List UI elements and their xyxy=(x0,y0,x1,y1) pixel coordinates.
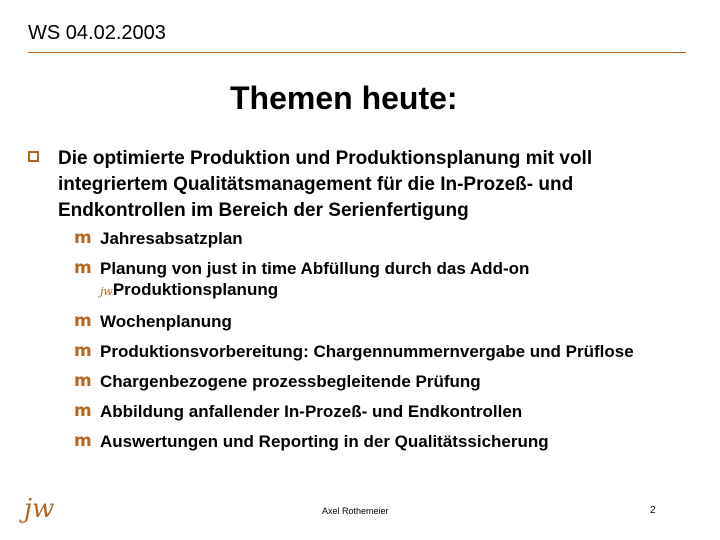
header-divider xyxy=(28,52,686,53)
bullet-icon: m xyxy=(74,431,92,451)
page-number: 2 xyxy=(650,505,656,516)
list-item-text: Planung von just in time Abfüllung durch das Add-on xyxy=(100,259,530,278)
list-item-text-continued: Produktionsplanung xyxy=(112,280,279,299)
list-item-text: Produktionsvorbereitung: Chargennummernvergabe und Prüflose xyxy=(100,342,634,361)
list-item xyxy=(74,431,694,452)
jw-logo: jw xyxy=(24,494,55,524)
list-item xyxy=(74,258,694,302)
header-date: WS 04.02.2003 xyxy=(28,22,166,44)
bullet-icon: m xyxy=(74,311,92,331)
jw-logo-inline: jw xyxy=(100,285,113,298)
list-item xyxy=(74,371,694,392)
bullet-icon: m xyxy=(74,228,92,248)
sub-bullet-list xyxy=(74,228,694,461)
bullet-icon: m xyxy=(74,401,92,421)
bullet-icon: m xyxy=(74,371,92,391)
list-item-text: Wochenplanung xyxy=(100,312,232,331)
list-item-text: Auswertungen und Reporting in der Qualitätssicherung xyxy=(100,432,549,451)
square-bullet-icon xyxy=(28,151,39,162)
list-item-text: Abbildung anfallender In-Prozeß- und Endkontrollen xyxy=(100,402,523,421)
bullet-icon: m xyxy=(74,258,92,278)
footer-author: Axel Rothemeier xyxy=(322,506,389,516)
list-item-text: Chargenbezogene prozessbegleitende Prüfung xyxy=(100,372,481,391)
slide-title: Themen heute: xyxy=(230,80,458,116)
list-item xyxy=(74,341,694,362)
main-bullet-text: Die optimierte Produktion und Produktionsplanung mit voll integriertem Qualitätsmanagement für die In-Prozeß- und Endkontrollen im Bereich der Serienfertigung xyxy=(58,148,593,221)
list-item xyxy=(74,311,694,332)
bullet-icon: m xyxy=(74,341,92,361)
list-item xyxy=(74,228,694,249)
list-item-text: Jahresabsatzplan xyxy=(100,229,243,248)
list-item xyxy=(74,401,694,422)
